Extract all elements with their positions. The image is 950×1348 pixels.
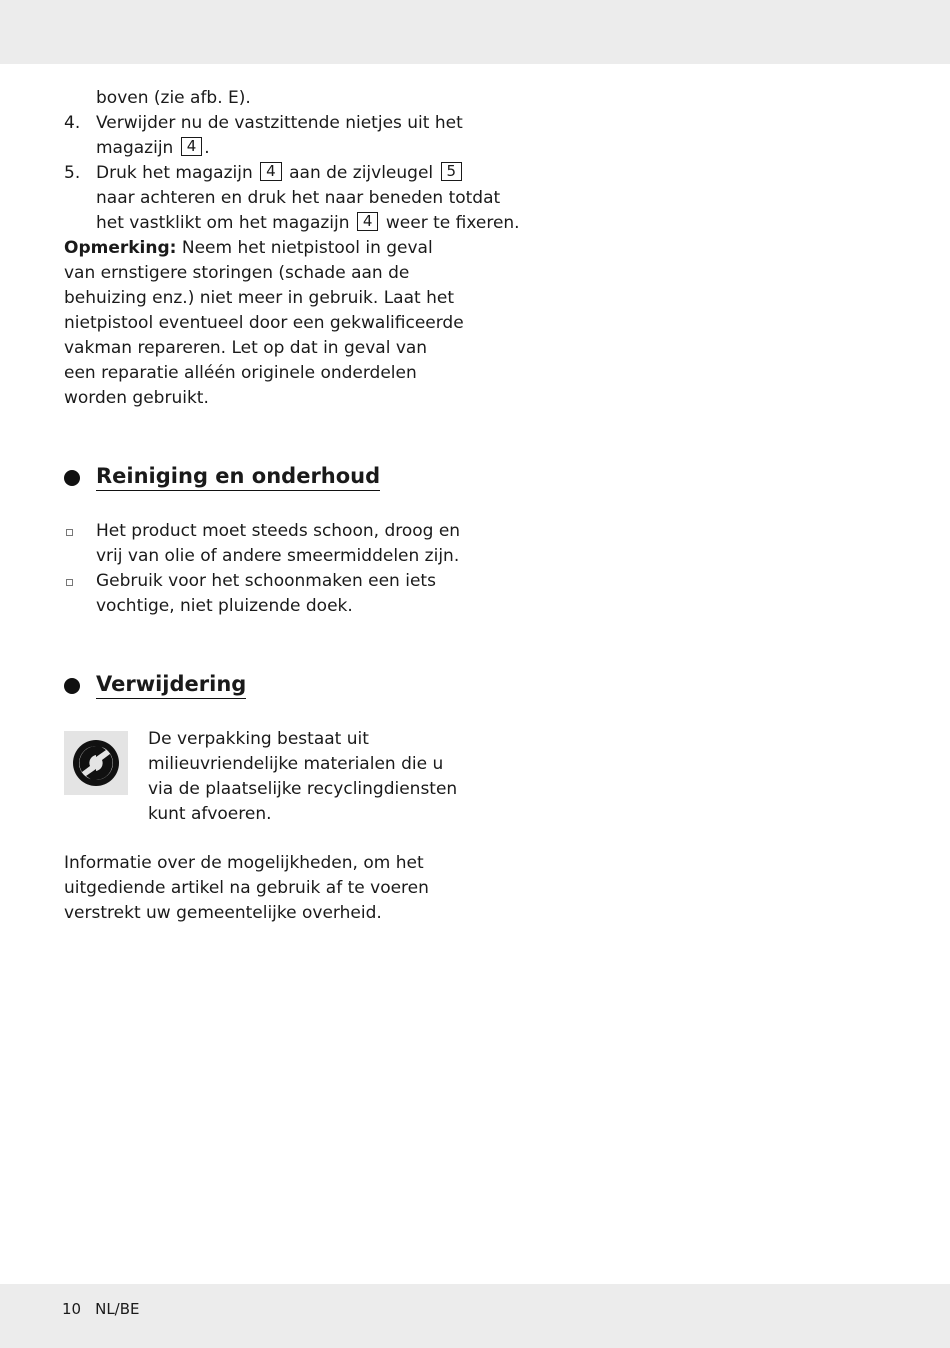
list-item bbox=[64, 519, 464, 569]
step-4-number: 4. bbox=[64, 113, 81, 133]
cleaning-title: Reiniging en onderhoud bbox=[96, 463, 380, 491]
note-paragraph bbox=[64, 236, 464, 411]
list-item bbox=[64, 569, 464, 619]
step-5-number: 5. bbox=[64, 163, 81, 183]
info-paragraph: Informatie over de mogelijkheden, om het uitgediende artikel na gebruik af te voeren verstrekt uw gemeentelijke overheid. bbox=[64, 853, 429, 923]
step-5-text-a: Druk het magazijn bbox=[96, 163, 253, 183]
step-4-line-1: Verwijder nu de vastzittende nietjes uit het bbox=[96, 113, 463, 133]
step-5-line-3 bbox=[96, 211, 520, 236]
bullet-dot-icon bbox=[64, 470, 80, 486]
note-label: Opmerking: bbox=[64, 238, 177, 258]
content-column bbox=[64, 86, 520, 926]
list-item-text: Het product moet steeds schoon, droog en vrij van olie of andere smeermiddelen zijn. bbox=[96, 521, 461, 566]
step-5-line-1 bbox=[96, 161, 464, 186]
part-ref-magazine: 4 bbox=[357, 212, 379, 231]
language-code: NL/BE bbox=[95, 1300, 140, 1318]
cleaning-list bbox=[64, 519, 464, 619]
step-5-text-c: het vastklikt om het magazijn bbox=[96, 213, 350, 233]
packaging-text: De verpakking bestaat uit milieuvriendelijke materialen die u via de plaatselijke recyclingdiensten kunt afvoeren. bbox=[148, 729, 458, 824]
list-item-text: Gebruik voor het schoonmaken een iets vochtige, niet pluizende doek. bbox=[96, 571, 436, 616]
square-bullet-icon bbox=[66, 529, 73, 536]
part-ref-magazine: 4 bbox=[260, 162, 282, 181]
step-5-text-b: aan de zijvleugel bbox=[289, 163, 434, 183]
step-5-line-2: naar achteren en druk het naar beneden totdat bbox=[96, 188, 501, 208]
note-text: Neem het nietpistool in geval van ernstigere storingen (schade aan de behuizing enz.) niet meer in gebruik. Laat het nietpistool eventueel door een gekwalificeerde vakman repareren. Let op dat in geval van een reparatie alléén originele onderdelen worden gebruikt. bbox=[64, 238, 464, 408]
page-number: 10 bbox=[62, 1300, 82, 1318]
square-bullet-icon bbox=[66, 579, 73, 586]
disposal-block bbox=[64, 727, 464, 827]
step-4-period: . bbox=[204, 138, 210, 158]
step-4-line-2 bbox=[96, 136, 464, 161]
bullet-dot-icon bbox=[64, 678, 80, 694]
step-5 bbox=[64, 161, 520, 236]
header-band bbox=[0, 0, 950, 64]
step-4-text: magazijn bbox=[96, 138, 174, 158]
green-dot-recycling-icon bbox=[64, 731, 128, 795]
disposal-heading bbox=[64, 671, 464, 701]
part-ref-side-wing: 5 bbox=[441, 162, 463, 181]
step-5-text-d: weer te fixeren. bbox=[385, 213, 520, 233]
step-4 bbox=[64, 111, 464, 161]
footer bbox=[62, 1300, 154, 1318]
cleaning-heading bbox=[64, 463, 464, 493]
disposal-title: Verwijdering bbox=[96, 671, 246, 699]
part-ref-magazine: 4 bbox=[181, 137, 203, 156]
step-3-continuation: boven (zie afb. E). bbox=[96, 88, 251, 108]
